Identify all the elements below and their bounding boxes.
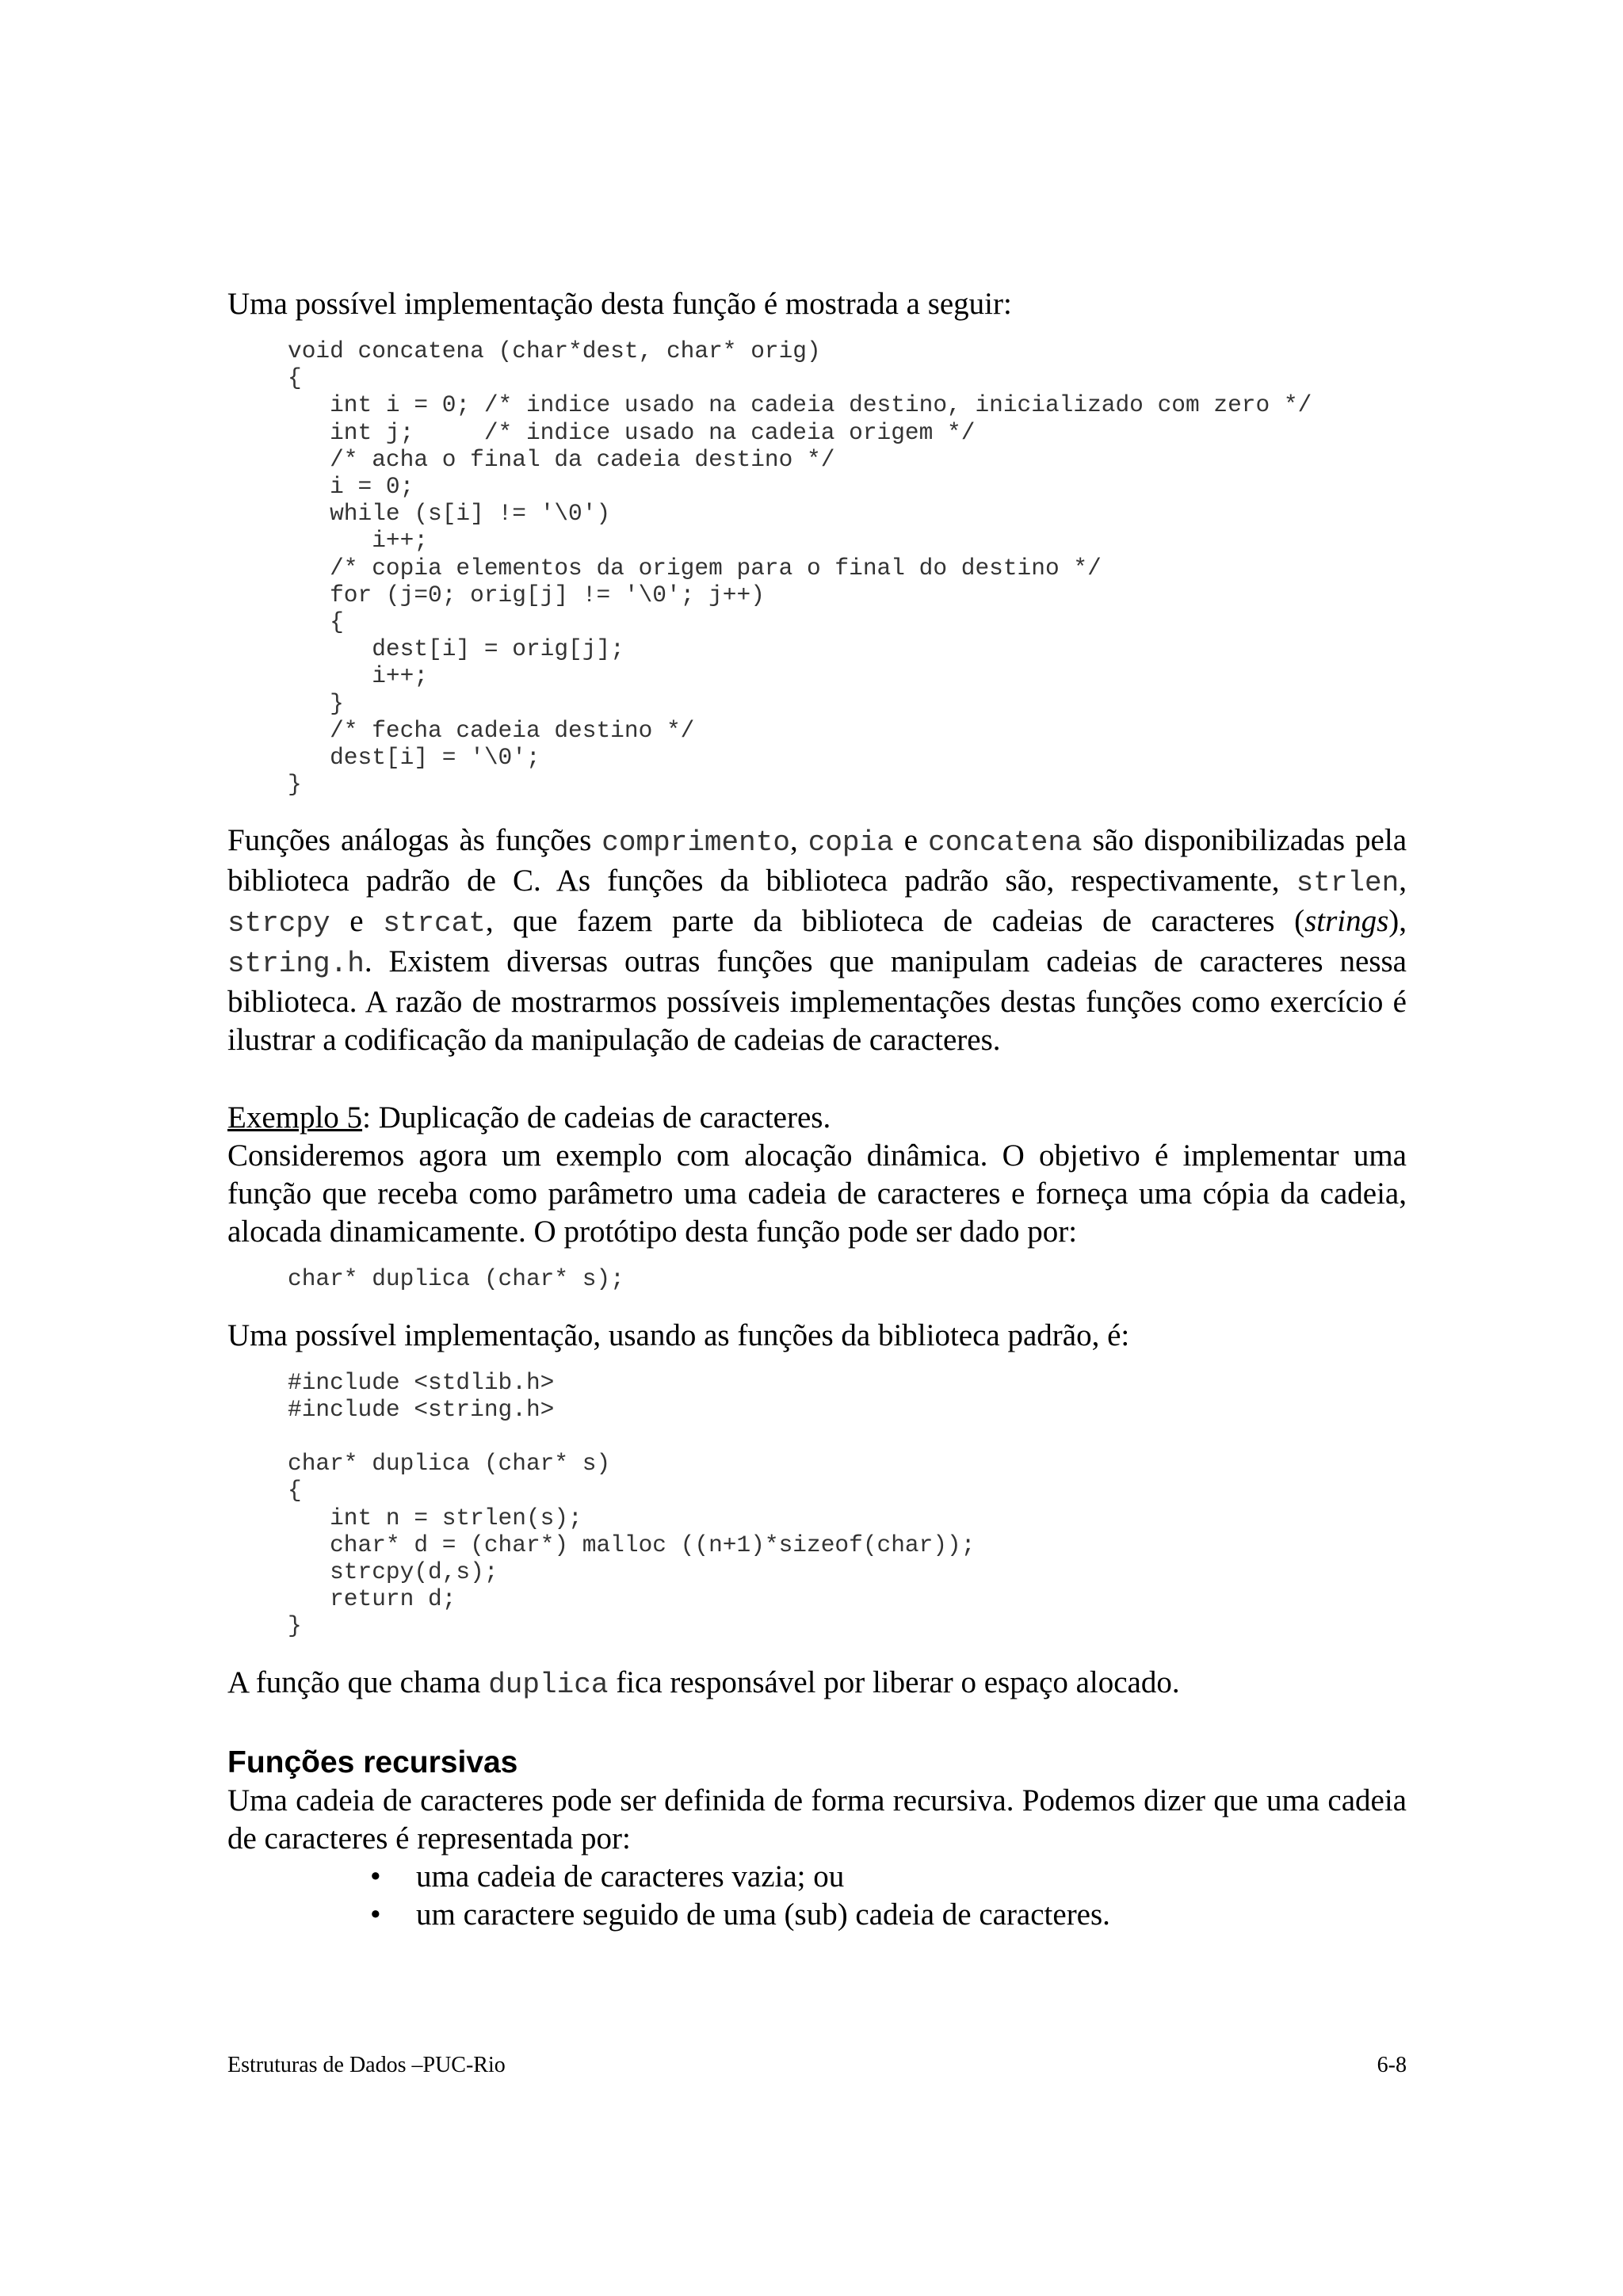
inline-code: string.h bbox=[227, 948, 365, 981]
page-number: 6-8 bbox=[1377, 2053, 1407, 2077]
italic-term: strings bbox=[1304, 904, 1389, 939]
section-heading: Funções recursivas bbox=[227, 1745, 518, 1779]
example-title: Exemplo 5: Duplicação de cadeias de caracteres. bbox=[227, 1100, 831, 1135]
inline-code: duplica bbox=[488, 1668, 609, 1701]
duplica-note: A função que chama duplica fica responsável por liberar o espaço alocado. bbox=[227, 1665, 1180, 1701]
recursive-definition-paragraph: Uma cadeia de caracteres pode ser definida de forma recursiva. Podemos dizer que uma cadeia de caracteres é representada por: bbox=[227, 1783, 1407, 1855]
code-block-prototype: char* duplica (char* s); bbox=[288, 1265, 624, 1293]
page-content bbox=[227, 285, 1407, 1934]
list-item: • uma cadeia de caracteres vazia; ou bbox=[370, 1858, 1407, 1896]
code-block-duplica: #include <stdlib.h> #include <string.h> char* duplica (char* s) { int n = strlen(s); char* d = (char*) malloc ((n+1)*sizeof(char)); strcpy(d,s); return d; } bbox=[288, 1368, 976, 1640]
inline-code: strcat bbox=[383, 907, 486, 940]
inline-code: strcpy bbox=[227, 907, 330, 940]
example-label: Exemplo 5 bbox=[227, 1100, 363, 1135]
bullet-icon: • bbox=[370, 1859, 381, 1894]
inline-code: concatena bbox=[928, 826, 1083, 860]
library-functions-paragraph: Funções análogas às funções comprimento, copia e concatena são disponibilizadas pela biblioteca padrão de C. As funções da biblioteca padrão são, respectivamente, strlen, strcpy e strcat, que fazem parte da biblioteca de cadeias de caracteres (strings), string.h. Existem diversas outras funções que manipulam cadeias de caracteres nessa biblioteca. A razão de mostrarmos possíveis implementações destas funções como exercício é ilustrar a codificação da manipulação de cadeias de caracteres. bbox=[227, 823, 1407, 1058]
inline-code: strlen bbox=[1296, 867, 1400, 900]
example-text: Consideremos agora um exemplo com alocação dinâmica. O objetivo é implementar uma função que receba como parâmetro uma cadeia de caracteres e forneça uma cópia da cadeia, alocada dinamicamente. O protótipo desta função pode ser dado por: bbox=[227, 1138, 1407, 1249]
bullet-icon: • bbox=[370, 1897, 381, 1932]
inline-code: copia bbox=[808, 826, 894, 860]
footer-source: Estruturas de Dados –PUC-Rio bbox=[227, 2053, 506, 2077]
implementation-intro: Uma possível implementação, usando as funções da biblioteca padrão, é: bbox=[227, 1318, 1130, 1352]
inline-code: comprimento bbox=[601, 826, 790, 860]
list-item: • um caractere seguido de uma (sub) cadeia de caracteres. bbox=[370, 1896, 1407, 1934]
code-block-concatena: void concatena (char*dest, char* orig) { int i = 0; /* indice usado na cadeia destino, inicializado com zero */ int j; /* indice usado na cadeia origem */ /* acha o final da cadeia destino */ i = 0; while (s[i] != '\0') i++; /* copia elementos da origem para o final do destino */ for (j=0; orig[j] != '\0'; j++) { dest[i] = orig[j]; i++; } /* fecha cadeia destino */ dest[i] = '\0'; } bbox=[288, 338, 1312, 799]
intro-paragraph: Uma possível implementação desta função é mostrada a seguir: bbox=[227, 287, 1012, 321]
bullet-list bbox=[227, 1858, 1407, 1934]
